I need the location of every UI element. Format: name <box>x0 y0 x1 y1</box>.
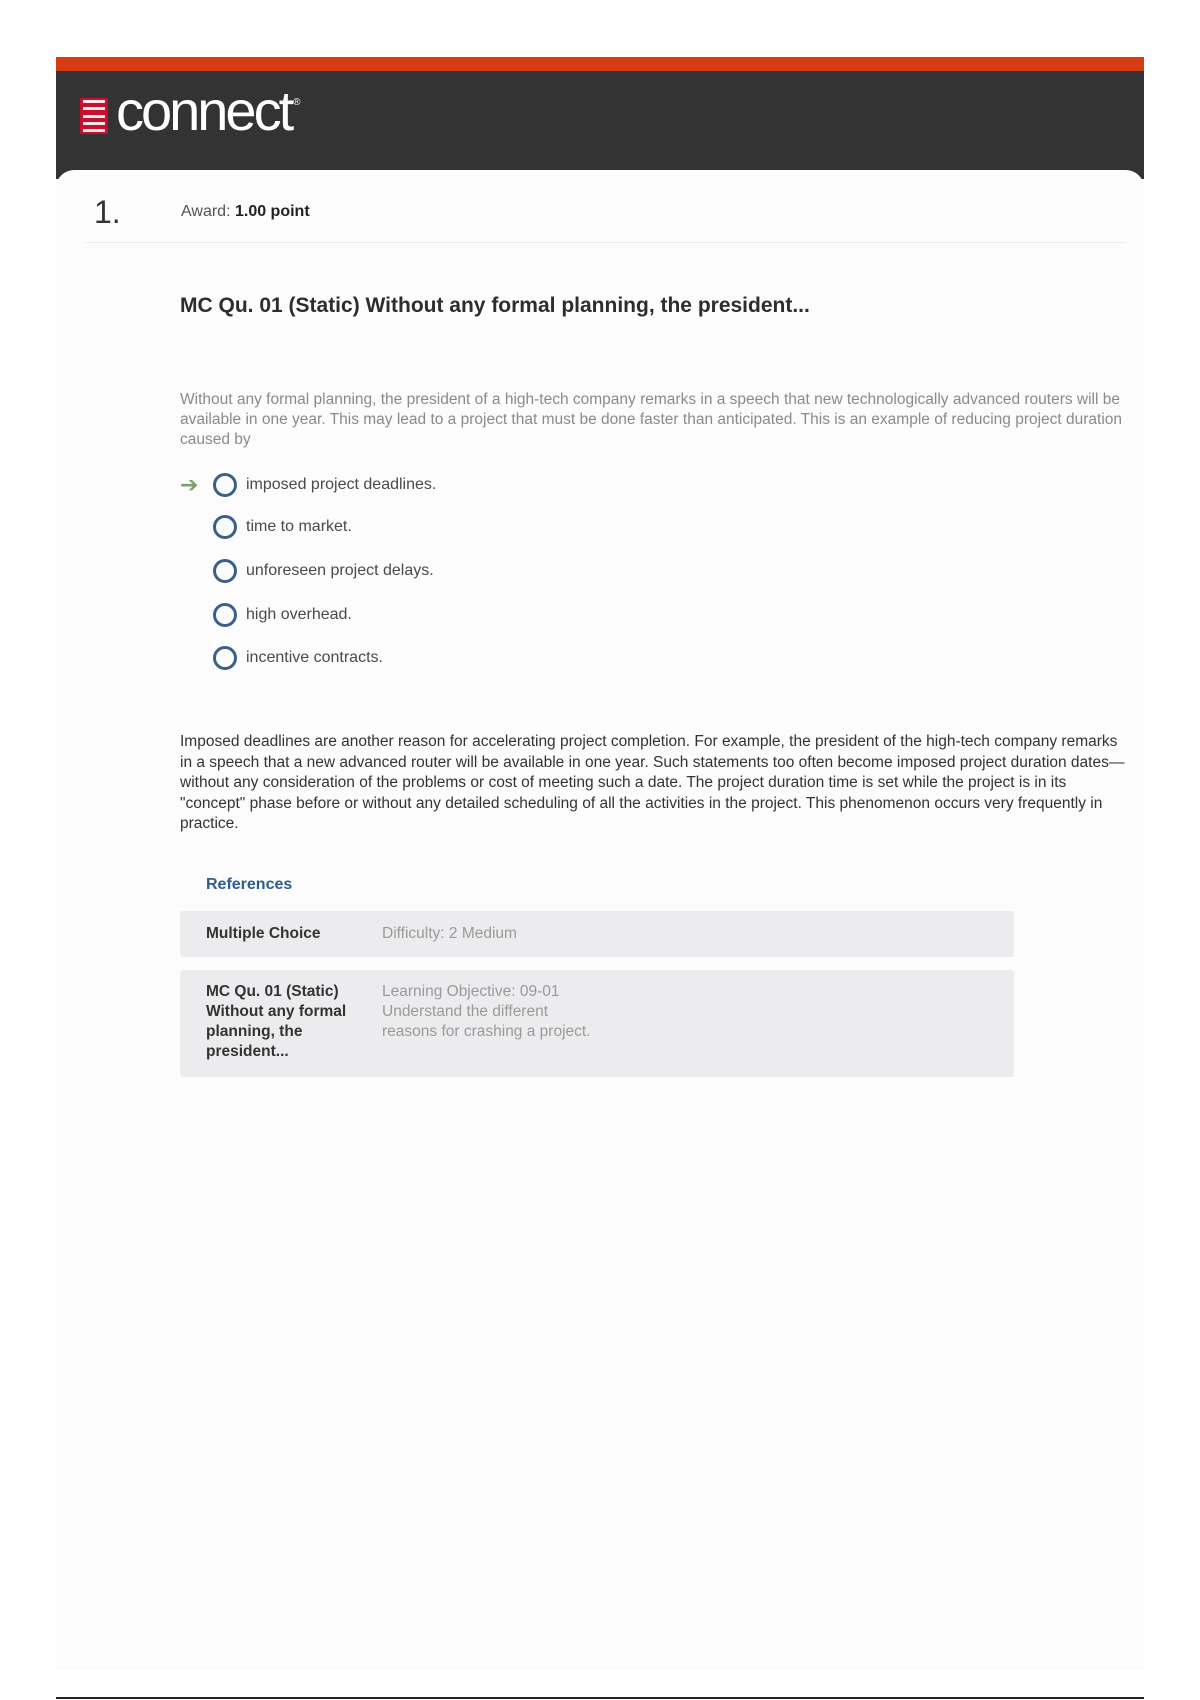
radio-button-icon[interactable] <box>213 603 237 627</box>
registered-mark: ® <box>293 97 301 108</box>
reference-row <box>180 911 1014 957</box>
answer-option[interactable] <box>180 643 680 673</box>
references-heading: References <box>206 876 293 893</box>
answer-option[interactable] <box>180 470 680 500</box>
option-label: high overhead. <box>246 606 352 623</box>
reference-type: Multiple Choice <box>206 925 321 942</box>
answer-option[interactable] <box>180 556 680 586</box>
award-info <box>181 203 310 221</box>
radio-button-icon[interactable] <box>213 646 237 670</box>
answer-explanation: Imposed deadlines are another reason for accelerating project completion. For example, the president of the high-tech company remarks in a speech that a new advanced router will be available in one year. Such statements too often become imposed project duration dates—without any consideration of the problems or cost of meeting such a date. The project duration time is set while the project is in its "concept" phase before or without any detailed scheduling of all the activities in the project. This phenomenon occurs very frequently in practice. <box>180 733 1125 832</box>
question-text: Without any formal planning, the president of a high-tech company remarks in a speech that new technologically advanced routers will be available in one year. This may lead to a project that must be done faster than anticipated. This is an example of reducing project duration caused by <box>180 391 1123 448</box>
page-bottom-rule <box>56 1697 1144 1699</box>
question-panel <box>56 170 1144 1670</box>
answer-option[interactable] <box>180 512 680 542</box>
award-value: 1.00 point <box>234 203 310 220</box>
header-divider <box>86 242 1126 243</box>
option-label: time to market. <box>246 518 352 535</box>
option-label: incentive contracts. <box>246 649 383 666</box>
radio-button-icon[interactable] <box>213 559 237 583</box>
radio-button-icon[interactable] <box>213 515 237 539</box>
radio-button-icon[interactable] <box>213 473 237 497</box>
reference-learning-objective: Learning Objective: 09-01 Understand the different reasons for crashing a project. <box>382 983 591 1040</box>
option-label: imposed project deadlines. <box>246 476 437 493</box>
mcgraw-hill-logo-icon <box>80 98 108 134</box>
answer-option[interactable] <box>180 600 680 630</box>
award-label: Award: <box>181 203 231 220</box>
reference-row <box>180 970 1014 1077</box>
app-header <box>56 57 1144 179</box>
question-title: MC Qu. 01 (Static) Without any formal planning, the president... <box>180 294 810 317</box>
question-number: 1. <box>94 194 121 230</box>
reference-question-name: MC Qu. 01 (Static) Without any formal planning, the president... <box>206 983 347 1060</box>
brand-name: connect <box>116 79 292 142</box>
reference-difficulty: Difficulty: 2 Medium <box>382 925 517 942</box>
arrow-right-icon: ➔ <box>180 472 199 497</box>
option-label: unforeseen project delays. <box>246 562 434 579</box>
connect-logo[interactable] <box>80 79 301 142</box>
